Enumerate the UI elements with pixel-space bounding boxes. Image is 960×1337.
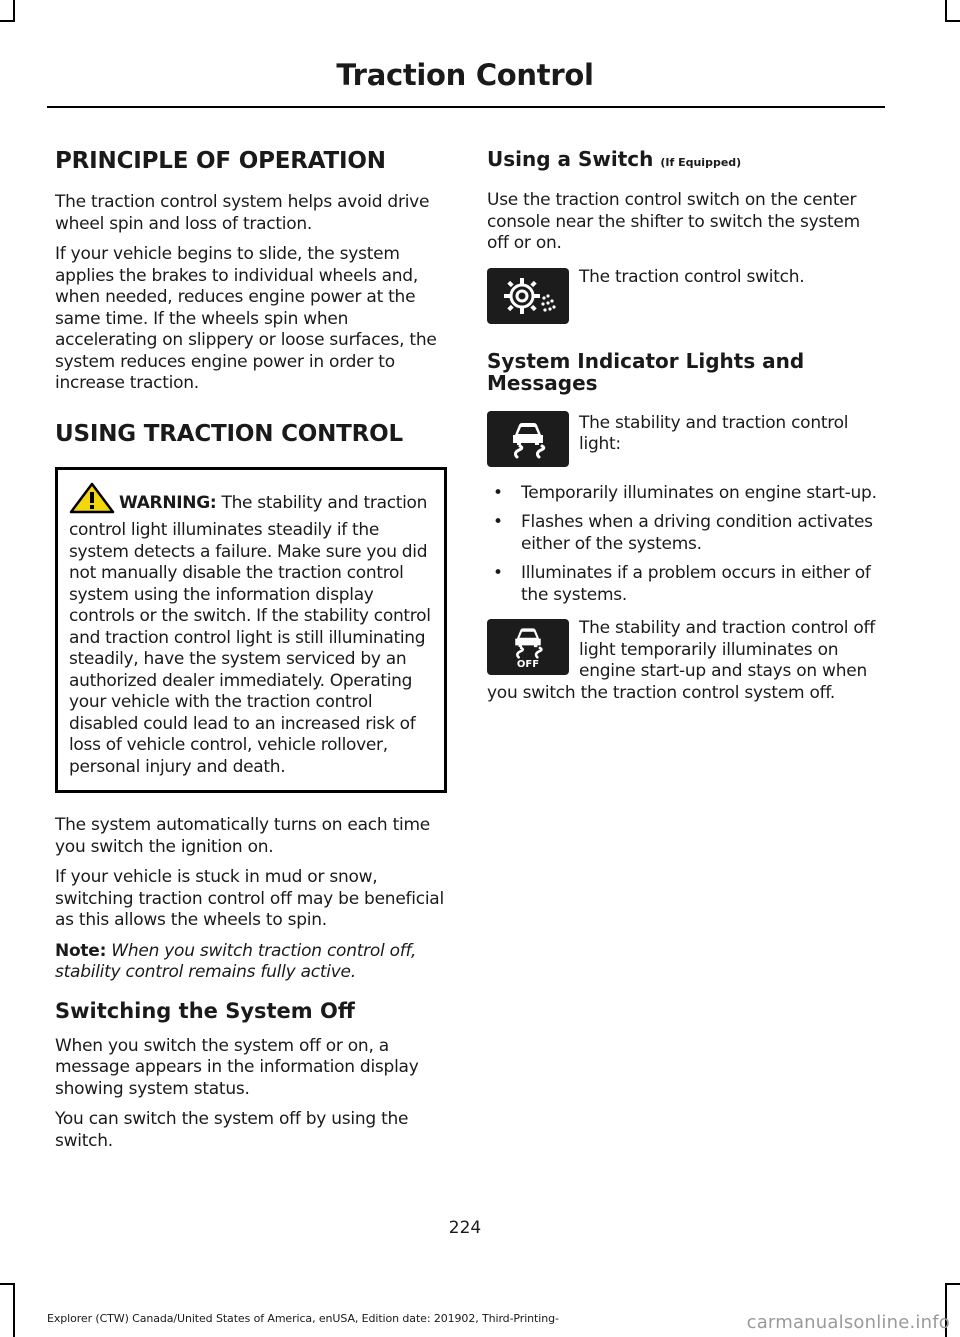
stability-off-row	[487, 616, 882, 704]
footer-edition-info: Explorer (CTW) Canada/United States of America, enUSA, Edition date: 201902, Third-Printing-	[47, 1312, 559, 1325]
note-text: When you switch traction control off, stability control remains fully active.	[55, 940, 417, 982]
paragraph: When you switch the system off or on, a message appears in the information display showing system status.	[55, 1035, 419, 1099]
note-label: Note:	[55, 940, 107, 961]
stability-off-caption: The stability and traction control off light temporarily illuminates on engine start-up and stays on when you switch the traction control system off.	[487, 618, 876, 703]
right-column	[487, 146, 882, 722]
stability-control-off-icon	[487, 619, 569, 675]
stability-light-caption: The stability and traction control light:	[579, 412, 849, 454]
paragraph: Use the traction control switch on the center console near the shifter to switch the system off or on.	[487, 190, 860, 253]
crop-mark	[13, 1283, 15, 1337]
subheading-text: Using a Switch	[487, 147, 654, 171]
note	[55, 941, 447, 984]
section-heading-using: USING TRACTION CONTROL	[55, 420, 403, 447]
warning-box	[55, 467, 447, 794]
switch-row	[487, 265, 882, 328]
paragraph: The system automatically turns on each time you switch the ignition on.	[55, 815, 430, 857]
paragraph: You can switch the system off by using the switch.	[55, 1109, 409, 1151]
stability-control-light-icon	[487, 411, 569, 467]
subheading-switching-off: Switching the System Off	[55, 998, 355, 1023]
left-column	[55, 146, 447, 1161]
crop-mark	[0, 1283, 15, 1285]
warning-label: WARNING:	[119, 492, 217, 513]
off-icon-label: OFF	[516, 658, 540, 670]
page-number: 224	[448, 1218, 482, 1238]
crop-mark	[945, 0, 947, 22]
stability-light-row	[487, 408, 882, 471]
section-heading-principle: PRINCIPLE OF OPERATION	[55, 148, 386, 174]
list-item: • Flashes when a driving condition activates either of the systems.	[487, 512, 882, 555]
page-title: Traction Control	[336, 58, 594, 92]
list-item: • Illuminates if a problem occurs in either of the systems.	[487, 563, 882, 606]
crop-mark	[0, 20, 15, 22]
watermark: carmanualsonline.info	[746, 1312, 950, 1333]
paragraph: If your vehicle begins to slide, the system applies the brakes to individual wheels and, when needed, reduces engine power at the same time. If the wheels spin when accelerating on slippery or loose surfaces, the system reduces engine power in order to increase traction.	[55, 244, 437, 393]
if-equipped-label: (If Equipped)	[660, 156, 742, 169]
indicator-bullet-list	[487, 483, 882, 607]
paragraph: The traction control system helps avoid drive wheel spin and loss of traction.	[55, 192, 430, 234]
list-item: • Temporarily illuminates on engine start-up.	[487, 483, 882, 505]
subheading-indicator-lights: System Indicator Lights and Messages	[487, 348, 805, 395]
crop-mark	[945, 1283, 960, 1285]
subheading-using-switch	[487, 148, 882, 174]
warning-text: The stability and traction control light illuminates steadily if the system detects a failure. Make sure you did not manually disable the traction control system using the information display controls or the switch. If the stability control and traction control light is still illuminating steadily, have the system serviced by an authorized dealer immediately. Operating your vehicle with the traction control disabled could lead to an increased risk of loss of vehicle control, vehicle rollover, personal injury and death.	[69, 492, 431, 777]
title-divider	[47, 106, 885, 108]
paragraph: If your vehicle is stuck in mud or snow, switching traction control off may be beneficial as this allows the wheels to spin.	[55, 867, 444, 930]
traction-control-switch-icon	[487, 268, 569, 324]
crop-mark	[945, 20, 960, 22]
switch-caption: The traction control switch.	[579, 266, 805, 287]
crop-mark	[13, 0, 15, 22]
warning-triangle-icon	[69, 482, 115, 521]
